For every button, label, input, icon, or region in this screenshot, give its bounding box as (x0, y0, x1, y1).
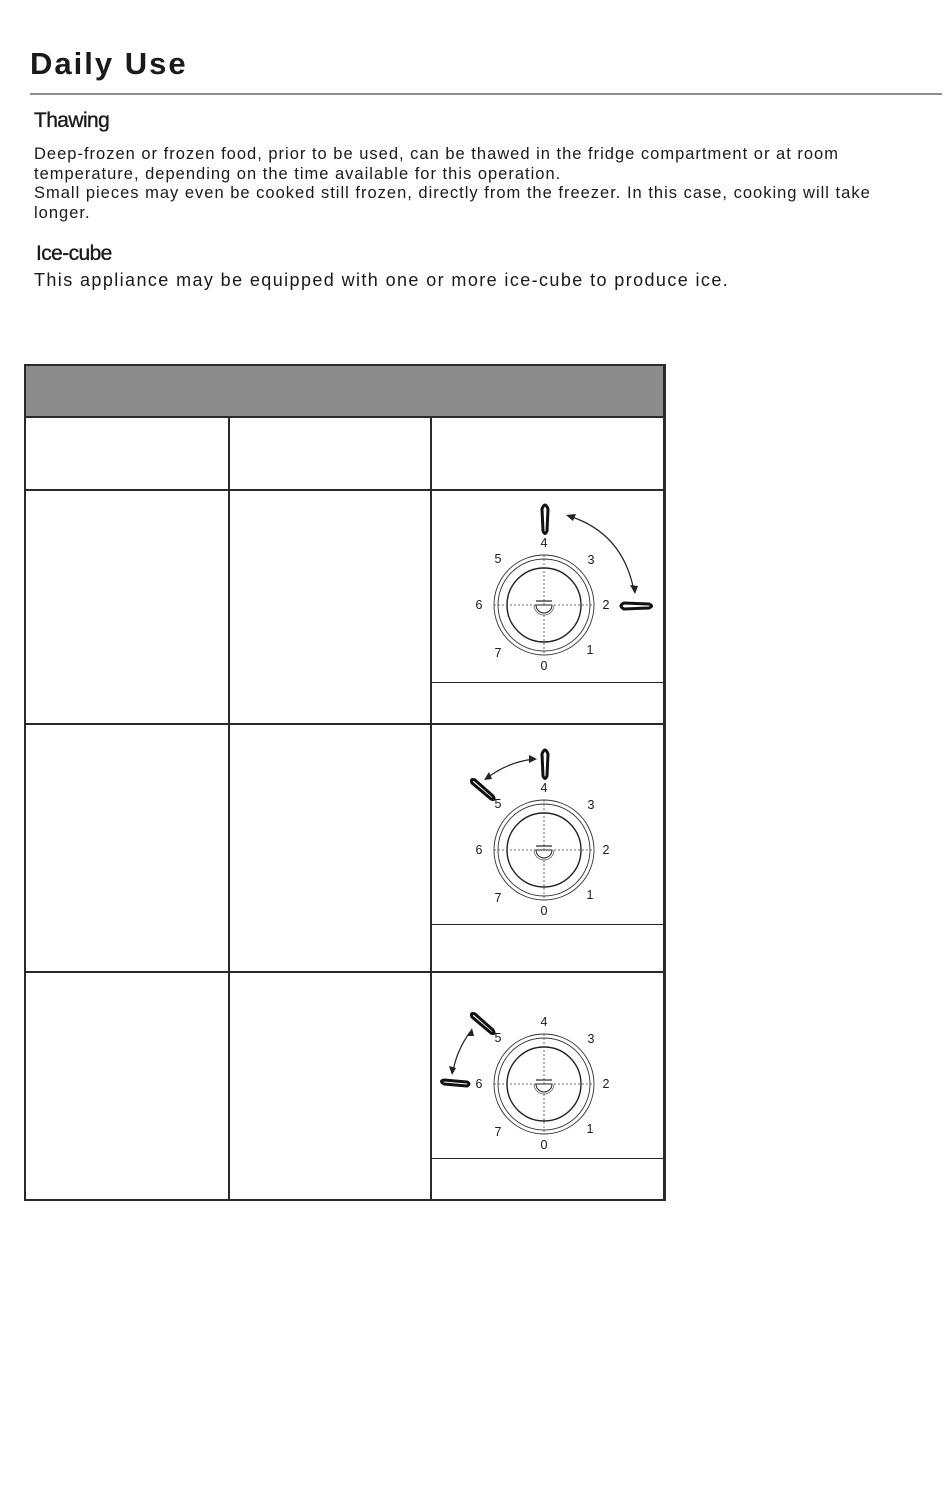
dial-number: 5 (494, 797, 502, 811)
dial-number: 7 (494, 891, 502, 905)
dial-face (494, 800, 594, 900)
thermostat-dial-2 (456, 740, 662, 925)
dial-face (494, 1034, 594, 1134)
thawing-heading: Thawing (34, 109, 110, 132)
knob-pointer-icon (471, 779, 494, 799)
knob-pointer-icon (442, 1080, 470, 1086)
dial-number: 4 (540, 781, 548, 795)
knob-pointer-icon (471, 1013, 494, 1033)
knob-pointer-icon (621, 603, 652, 609)
dial-number: 7 (494, 646, 502, 660)
row-divider (26, 971, 666, 973)
title-divider (30, 93, 942, 95)
dial-number: 4 (540, 1015, 548, 1029)
thawing-paragraph-2: Small pieces may even be cooked still frozen, directly from the freezer. In this case, cooking will take longer. (34, 184, 871, 222)
dial-number: 2 (602, 843, 610, 857)
dial-number: 3 (587, 553, 595, 567)
dial-number: 7 (494, 1125, 502, 1139)
thermostat-dial-1 (456, 495, 662, 680)
thawing-text (34, 145, 924, 223)
ice-cube-heading: Ice-cube (36, 242, 112, 265)
dial-number: 3 (587, 1032, 595, 1046)
dial-number: 5 (494, 552, 502, 566)
dial-number: 0 (540, 904, 548, 918)
rotation-arrow-icon (449, 1028, 474, 1075)
row-divider (26, 489, 666, 491)
row-divider (26, 723, 666, 725)
dial-number: 1 (586, 888, 594, 902)
dial-number: 6 (475, 843, 483, 857)
rotation-arrow-icon (484, 755, 537, 780)
dial-number: 0 (540, 659, 548, 673)
knob-pointer-icon (542, 750, 548, 779)
knob-pointer-icon (542, 505, 548, 534)
thawing-paragraph-1: Deep-frozen or frozen food, prior to be used, can be thawed in the fridge compartment or at room temperature, depending on the time available for this operation. (34, 145, 839, 183)
dial-face (494, 555, 594, 655)
dial-number: 6 (475, 598, 483, 612)
page-title: Daily Use (30, 46, 188, 81)
dial-number: 5 (494, 1031, 502, 1045)
dial-number: 2 (602, 1077, 610, 1091)
column-divider (228, 416, 230, 1199)
ice-cube-text: This appliance may be equipped with one or more ice-cube to produce ice. (34, 270, 730, 290)
dial-number: 1 (586, 643, 594, 657)
dial-number: 0 (540, 1138, 548, 1152)
column-divider (430, 416, 432, 1199)
rotation-arrow-icon (566, 514, 638, 594)
dial-number: 4 (540, 536, 548, 550)
dial-number: 3 (587, 798, 595, 812)
table-header-band (26, 366, 663, 418)
thermostat-dial-3 (436, 974, 662, 1159)
dial-number: 1 (586, 1122, 594, 1136)
dial-number: 2 (602, 598, 610, 612)
dial-number: 6 (475, 1077, 483, 1091)
cell-divider (432, 682, 666, 683)
